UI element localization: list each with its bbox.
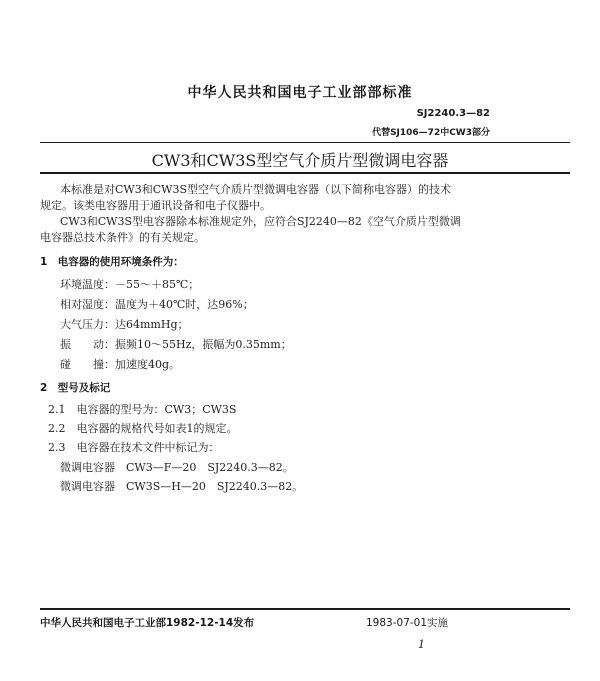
env-condition-item: 大气压力：达64mmHg； xyxy=(60,318,189,331)
ministry-standard-heading: 中华人民共和国电子工业部部标准 xyxy=(187,85,413,101)
replaces-note: 代替SJ106—72中CW3部分 xyxy=(372,128,490,138)
page-number: 1 xyxy=(418,638,425,651)
env-condition-item: 碰 撞：加速度40g。 xyxy=(60,358,181,371)
intro-line-4: 电容器总技术条件》的有关规定。 xyxy=(40,231,205,244)
standard-number: SJ2240.3—82 xyxy=(416,108,490,119)
header-rule-top xyxy=(40,142,570,143)
model-clause-item: 2.1 电容器的型号为：CW3；CW3S xyxy=(48,403,237,416)
section-1-heading: 1 电容器的使用环境条件为： xyxy=(40,256,184,268)
intro-line-3: CW3和CW3S型电容器除本标准规定外，应符合SJ2240—82《空气介质片型微调 xyxy=(60,215,461,228)
issue-date: 中华人民共和国电子工业部1982-12-14发布 xyxy=(40,617,255,629)
marking-example: 微调电容器 CW3S—H—20 SJ2240.3—82。 xyxy=(60,480,304,493)
model-clause-item: 2.3 电容器在技术文件中标记为： xyxy=(48,441,220,454)
model-clause-item: 2.2 电容器的规格代号如表1的规定。 xyxy=(48,422,238,435)
env-condition-item: 振 动：振频10～55Hz，振幅为0.35mm； xyxy=(60,338,292,351)
document-title: CW3和CW3S型空气介质片型微调电容器 xyxy=(151,151,449,170)
intro-line-2: 规定。该类电容器用于通讯设备和电子仪器中。 xyxy=(40,199,271,212)
env-condition-item: 环境温度：－55～＋85℃； xyxy=(60,278,200,291)
footer-rule xyxy=(40,608,570,610)
header-rule-bottom xyxy=(40,172,570,174)
intro-line-1: 本标准是对CW3和CW3S型空气介质片型微调电容器（以下简称电容器）的技术 xyxy=(60,183,451,196)
marking-example: 微调电容器 CW3—F—20 SJ2240.3—82。 xyxy=(60,461,294,474)
section-2-heading: 2 型号及标记 xyxy=(40,382,111,394)
env-condition-item: 相对湿度：温度为＋40℃时，达96%； xyxy=(60,298,254,311)
effective-date: 1983-07-01实施 xyxy=(366,617,449,629)
